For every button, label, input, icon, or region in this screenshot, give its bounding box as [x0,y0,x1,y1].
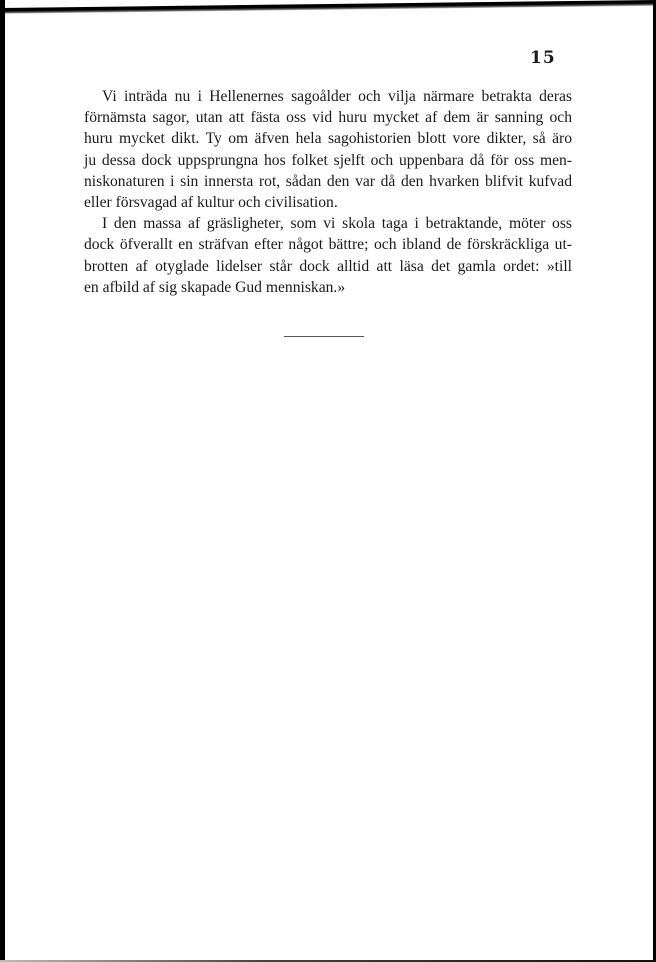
text-line: eller försvagad af kultur och civilisation. [84,194,338,212]
scan-edge-left [0,0,5,962]
text-line: brotten af otyglade lidelser står dock alltid att läsa det gamla ordet: »till [84,257,572,275]
scan-edge-top [0,0,656,14]
text-line: Vi inträda nu i Hellenernes sagoålder och vilja närmare betrakta deras [102,88,572,105]
text-line: niskonaturen i sin innersta rot, sådan den var då den hvarken blifvit kufvad [84,172,572,190]
text-line: en afbild af sig skapade Gud menniskan.» [84,278,346,296]
paragraph-2 [84,213,572,298]
text-line: I den massa af gräsligheter, som vi skola taga i betraktande, möter oss [102,215,572,233]
text-line: ju dessa dock uppsprungna hos folket sjelft och uppenbara då för oss men- [84,151,572,169]
text-line: huru mycket dikt. Ty om äfven hela sagohistorien blott vore dikter, så äro [84,130,572,148]
body-text [84,86,572,298]
text-line: förnämsta sagor, utan att fästa oss vid huru mycket af dem är sanning och [84,109,572,127]
page-number: 15 [530,48,556,68]
text-line: dock öfverallt en sträfvan efter något bättre; och ibland de förskräckliga ut- [84,236,572,254]
paragraph-1 [84,86,572,213]
section-divider [284,336,364,337]
